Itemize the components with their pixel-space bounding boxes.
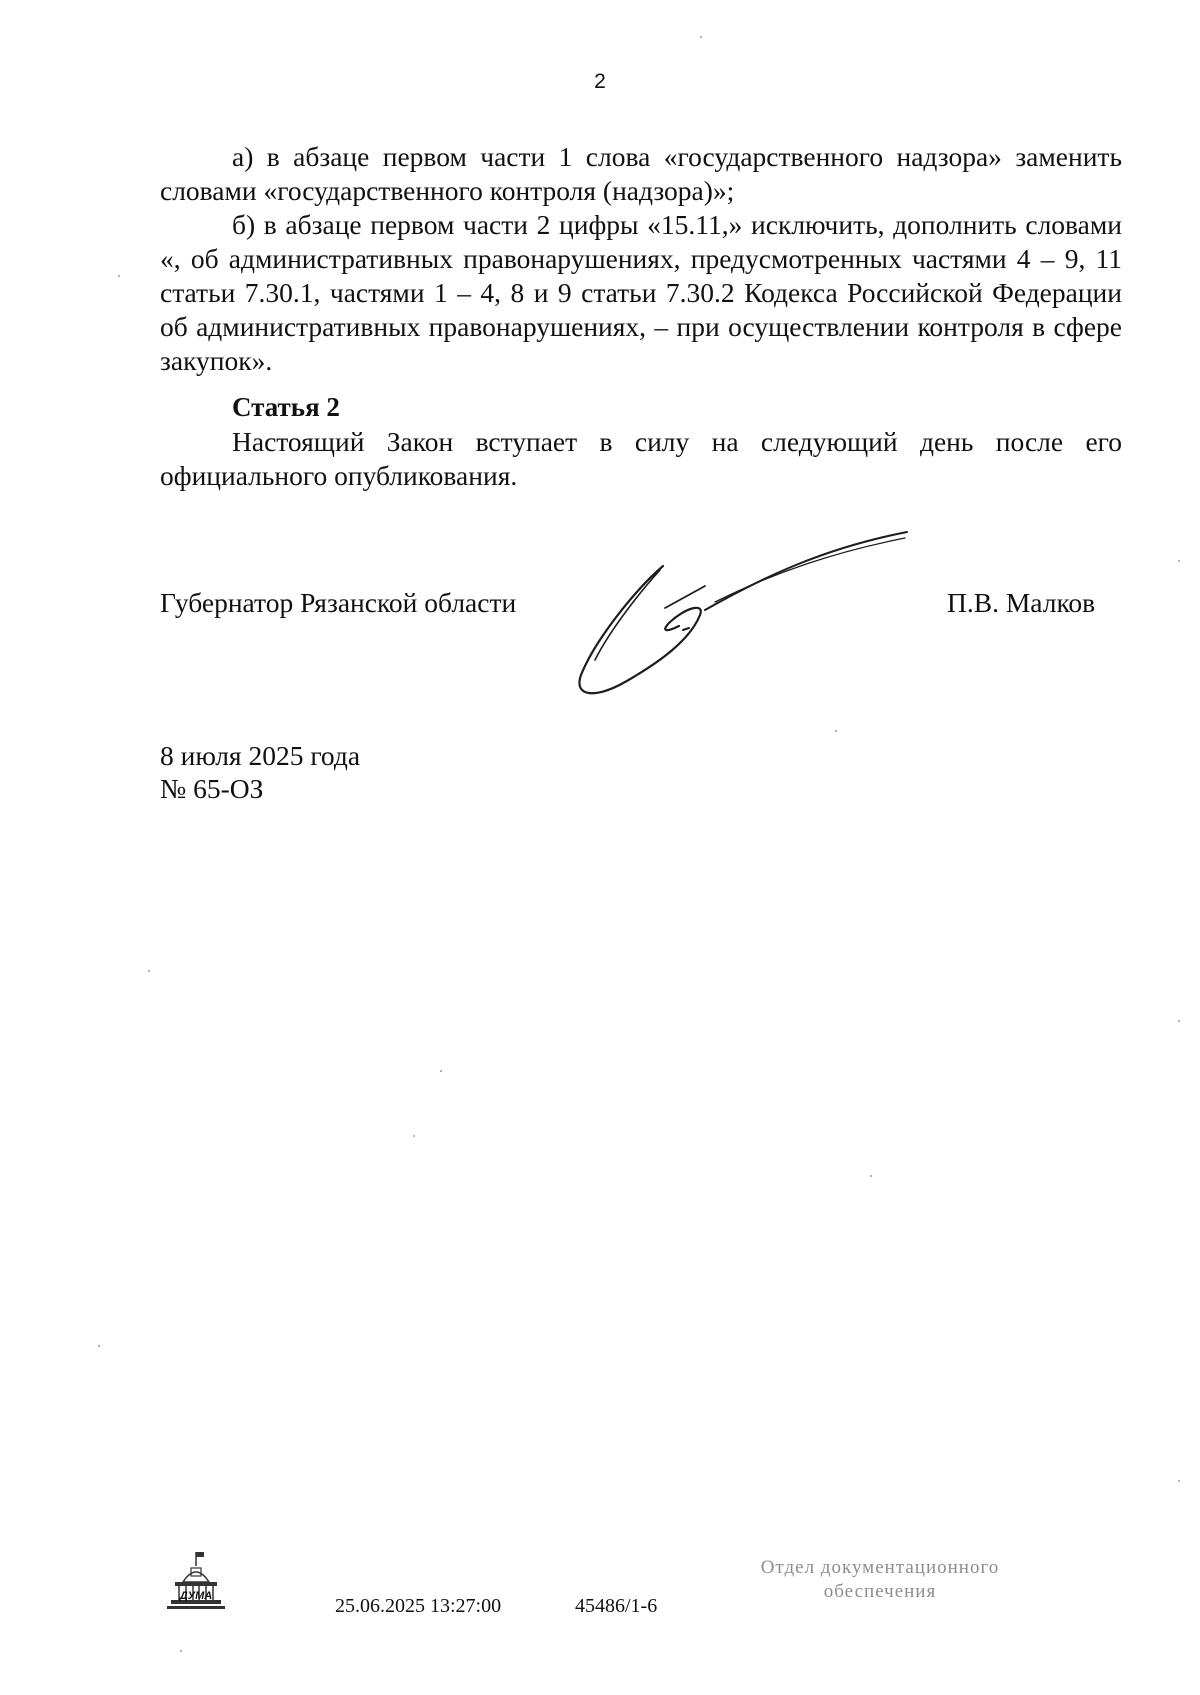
scan-speck [1178, 1480, 1180, 1482]
footer-registration-number: 45486/1-6 [575, 1595, 658, 1617]
scan-speck [148, 970, 150, 972]
article-2-text: Настоящий Закон вступает в силу на следующий день после его официального опубликования. [160, 426, 1122, 491]
scan-speck [700, 36, 702, 38]
article-2-heading: Статья 2 [232, 392, 340, 422]
amendment-item-b: б) в абзаце первом части 2 цифры «15.11,» исключить, дополнить словами «, об административных правонарушениях, предусмотренных частями 4 – 9, 11 статьи 7.30.1, частями 1 – 4, 8 и 9 статьи 7.30.2 Кодекса Российской Федерации об административных правонарушениях, – при осуществлении контроля в сфере закупок». [160, 209, 1122, 376]
scan-speck [835, 730, 837, 732]
stamp-line-1: Отдел документационного [760, 1557, 1000, 1578]
department-stamp [730, 1556, 1030, 1604]
footer-timestamp: 25.06.2025 13:27:00 [335, 1595, 502, 1617]
scan-speck [413, 1135, 415, 1137]
stamp-line-2: обеспечения [823, 1581, 937, 1602]
article-2-body [160, 425, 1122, 493]
signer-title: Губернатор Рязанской области [160, 587, 517, 618]
duma-logo-icon [165, 1548, 227, 1620]
scan-speck [1178, 1020, 1180, 1022]
scan-speck [1178, 560, 1180, 562]
amendment-item-a: а) в абзаце первом части 1 слова «государственного надзора» заменить словами «государственного контроля (надзора)»; [160, 141, 1122, 206]
amendments-section [160, 140, 1122, 378]
page-number: 2 [594, 70, 606, 93]
law-number: № 65-ОЗ [160, 773, 264, 804]
law-date: 8 июля 2025 года [160, 740, 361, 771]
scan-speck [118, 275, 120, 277]
scan-speck [180, 1650, 182, 1652]
handwritten-signature [575, 530, 915, 720]
signer-name: П.В. Малков [947, 587, 1096, 618]
logo-text: ДУМА [179, 1590, 213, 1602]
scan-speck [440, 1070, 442, 1072]
scan-speck [98, 1345, 100, 1347]
scan-speck [870, 1175, 872, 1177]
